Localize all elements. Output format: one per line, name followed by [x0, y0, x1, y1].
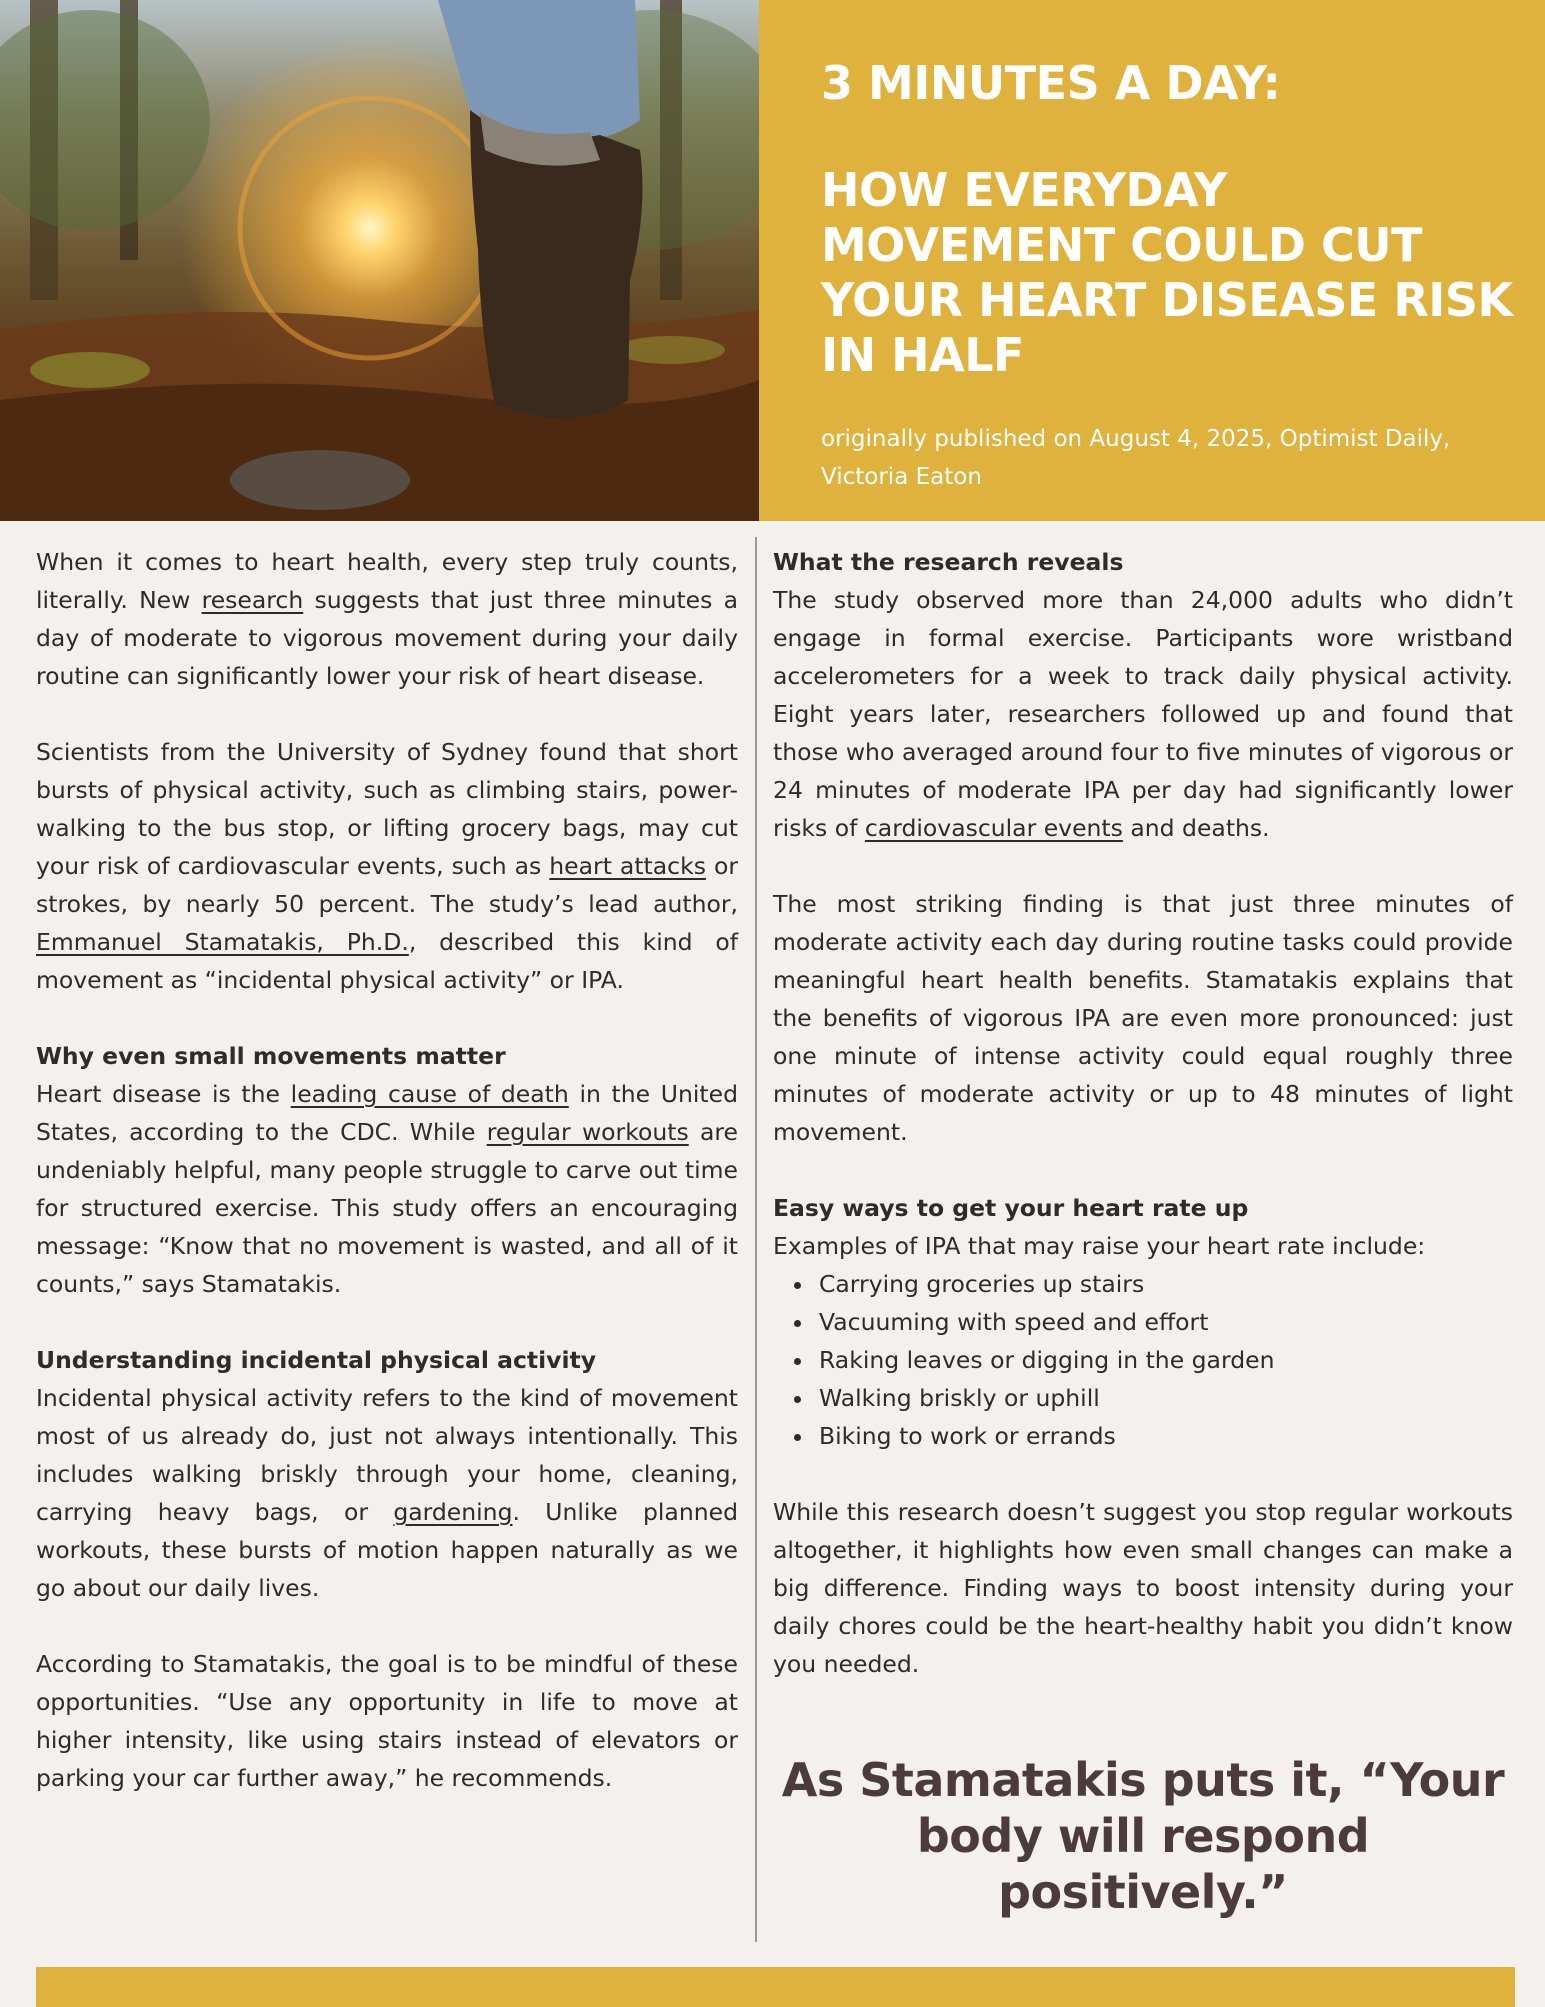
- hero-photo: [0, 0, 759, 521]
- regular-workouts-link[interactable]: regular workouts: [486, 1118, 689, 1146]
- article-title: [821, 56, 1521, 383]
- list-item: • Biking to work or errands: [815, 1417, 1513, 1455]
- left-column: [36, 543, 738, 1797]
- list-item: • Walking briskly or uphill: [815, 1379, 1513, 1417]
- subheading-small-movements: Why even small movements matter: [36, 1042, 506, 1070]
- title-line-1: 3 MINUTES A DAY:: [821, 56, 1281, 110]
- small-movements-paragraph: Heart disease is the leading cause of death in the United States, according to the CDC. While regular workouts are undeniably helpful, many people struggle to carve out time for structured exercise. This study offers an encouraging message: “Know that no movement is wasted, and all of it counts,” says Stamatakis.: [36, 1080, 738, 1298]
- pull-quote: As Stamatakis puts it, “Your body will respond positively.”: [781, 1753, 1505, 1919]
- conclusion-paragraph: While this research doesn’t suggest you stop regular workouts altogether, it highlights how even small changes can make a big difference. Finding ways to boost intensity during your daily chores could be the heart-healthy habit you didn’t know you needed.: [773, 1498, 1513, 1678]
- publication-credit: originally published on August 4, 2025, Optimist Daily, Victoria Eaton: [821, 426, 1451, 490]
- heart-attacks-link[interactable]: heart attacks: [549, 852, 706, 880]
- incidental-activity-paragraph: Incidental physical activity refers to the kind of movement most of us already do, just not always intentionally. This includes walking briskly through your home, cleaning, carrying heavy bags, or gardening. Unlike planned workouts, these bursts of motion happen naturally as we go about our daily lives.: [36, 1384, 738, 1602]
- intro-paragraph: When it comes to heart health, every step truly counts, literally. New research suggests that just three minutes a day of moderate to vigorous movement during your daily routine can significantly lower your risk of heart disease.: [36, 548, 738, 690]
- gardening-link[interactable]: gardening: [393, 1498, 513, 1526]
- hero-title-panel: [759, 0, 1545, 521]
- cardiovascular-events-link[interactable]: cardiovascular events: [864, 814, 1123, 842]
- list-item: • Carrying groceries up stairs: [815, 1265, 1513, 1303]
- study-paragraph: The study observed more than 24,000 adults who didn’t engage in formal exercise. Participants wore wristband accelerometers for a week to track daily physical activity. Eight years later, researchers followed up and found that those who averaged around four to five minutes of vigorous or 24 minutes of moderate IPA per day had significantly lower risks of cardiovascular events and deaths.: [773, 586, 1513, 842]
- title-line-2: HOW EVERYDAY MOVEMENT COULD CUT YOUR HEART DISEASE RISK IN HALF: [821, 163, 1513, 382]
- subheading-incidental-activity: Understanding incidental physical activity: [36, 1346, 597, 1374]
- footer-accent-bar: [36, 1967, 1515, 2007]
- striking-finding-paragraph: The most striking finding is that just three minutes of moderate activity each day during routine tasks could provide meaningful heart health benefits. Stamatakis explains that the benefits of vigorous IPA are even more pronounced: just one minute of intense activity could equal roughly three minutes of moderate activity or up to 48 minutes of light movement.: [773, 890, 1513, 1146]
- list-item: • Raking leaves or digging in the garden: [815, 1341, 1513, 1379]
- stamatakis-link[interactable]: Emmanuel Stamatakis, Ph.D.: [36, 928, 409, 956]
- hiking-boot-illustration: [0, 0, 759, 521]
- mindful-paragraph: According to Stamatakis, the goal is to be mindful of these opportunities. “Use any opportunity in life to move at higher intensity, like using stairs instead of elevators or parking your car further away,” he recommends.: [36, 1650, 738, 1792]
- sydney-paragraph: Scientists from the University of Sydney found that short bursts of physical activity, such as climbing stairs, power-walking to the bus stop, or lifting grocery bags, may cut your risk of cardiovascular events, such as heart attacks or strokes, by nearly 50 percent. The study’s lead author, Emmanuel Stamatakis, Ph.D., described this kind of movement as “incidental physical activity” or IPA.: [36, 738, 738, 994]
- list-item: • Vacuuming with speed and effort: [815, 1303, 1513, 1341]
- column-divider: [755, 537, 757, 1942]
- ipa-examples-list: [773, 1265, 1513, 1455]
- examples-intro: Examples of IPA that may raise your heart rate include:: [773, 1232, 1426, 1260]
- research-link[interactable]: research: [201, 586, 304, 614]
- subheading-heart-rate: Easy ways to get your heart rate up: [773, 1194, 1249, 1222]
- right-column: [773, 543, 1513, 1683]
- leading-cause-link[interactable]: leading cause of death: [290, 1080, 569, 1108]
- subheading-research-reveals: What the research reveals: [773, 548, 1124, 576]
- hero-banner: [0, 0, 1545, 521]
